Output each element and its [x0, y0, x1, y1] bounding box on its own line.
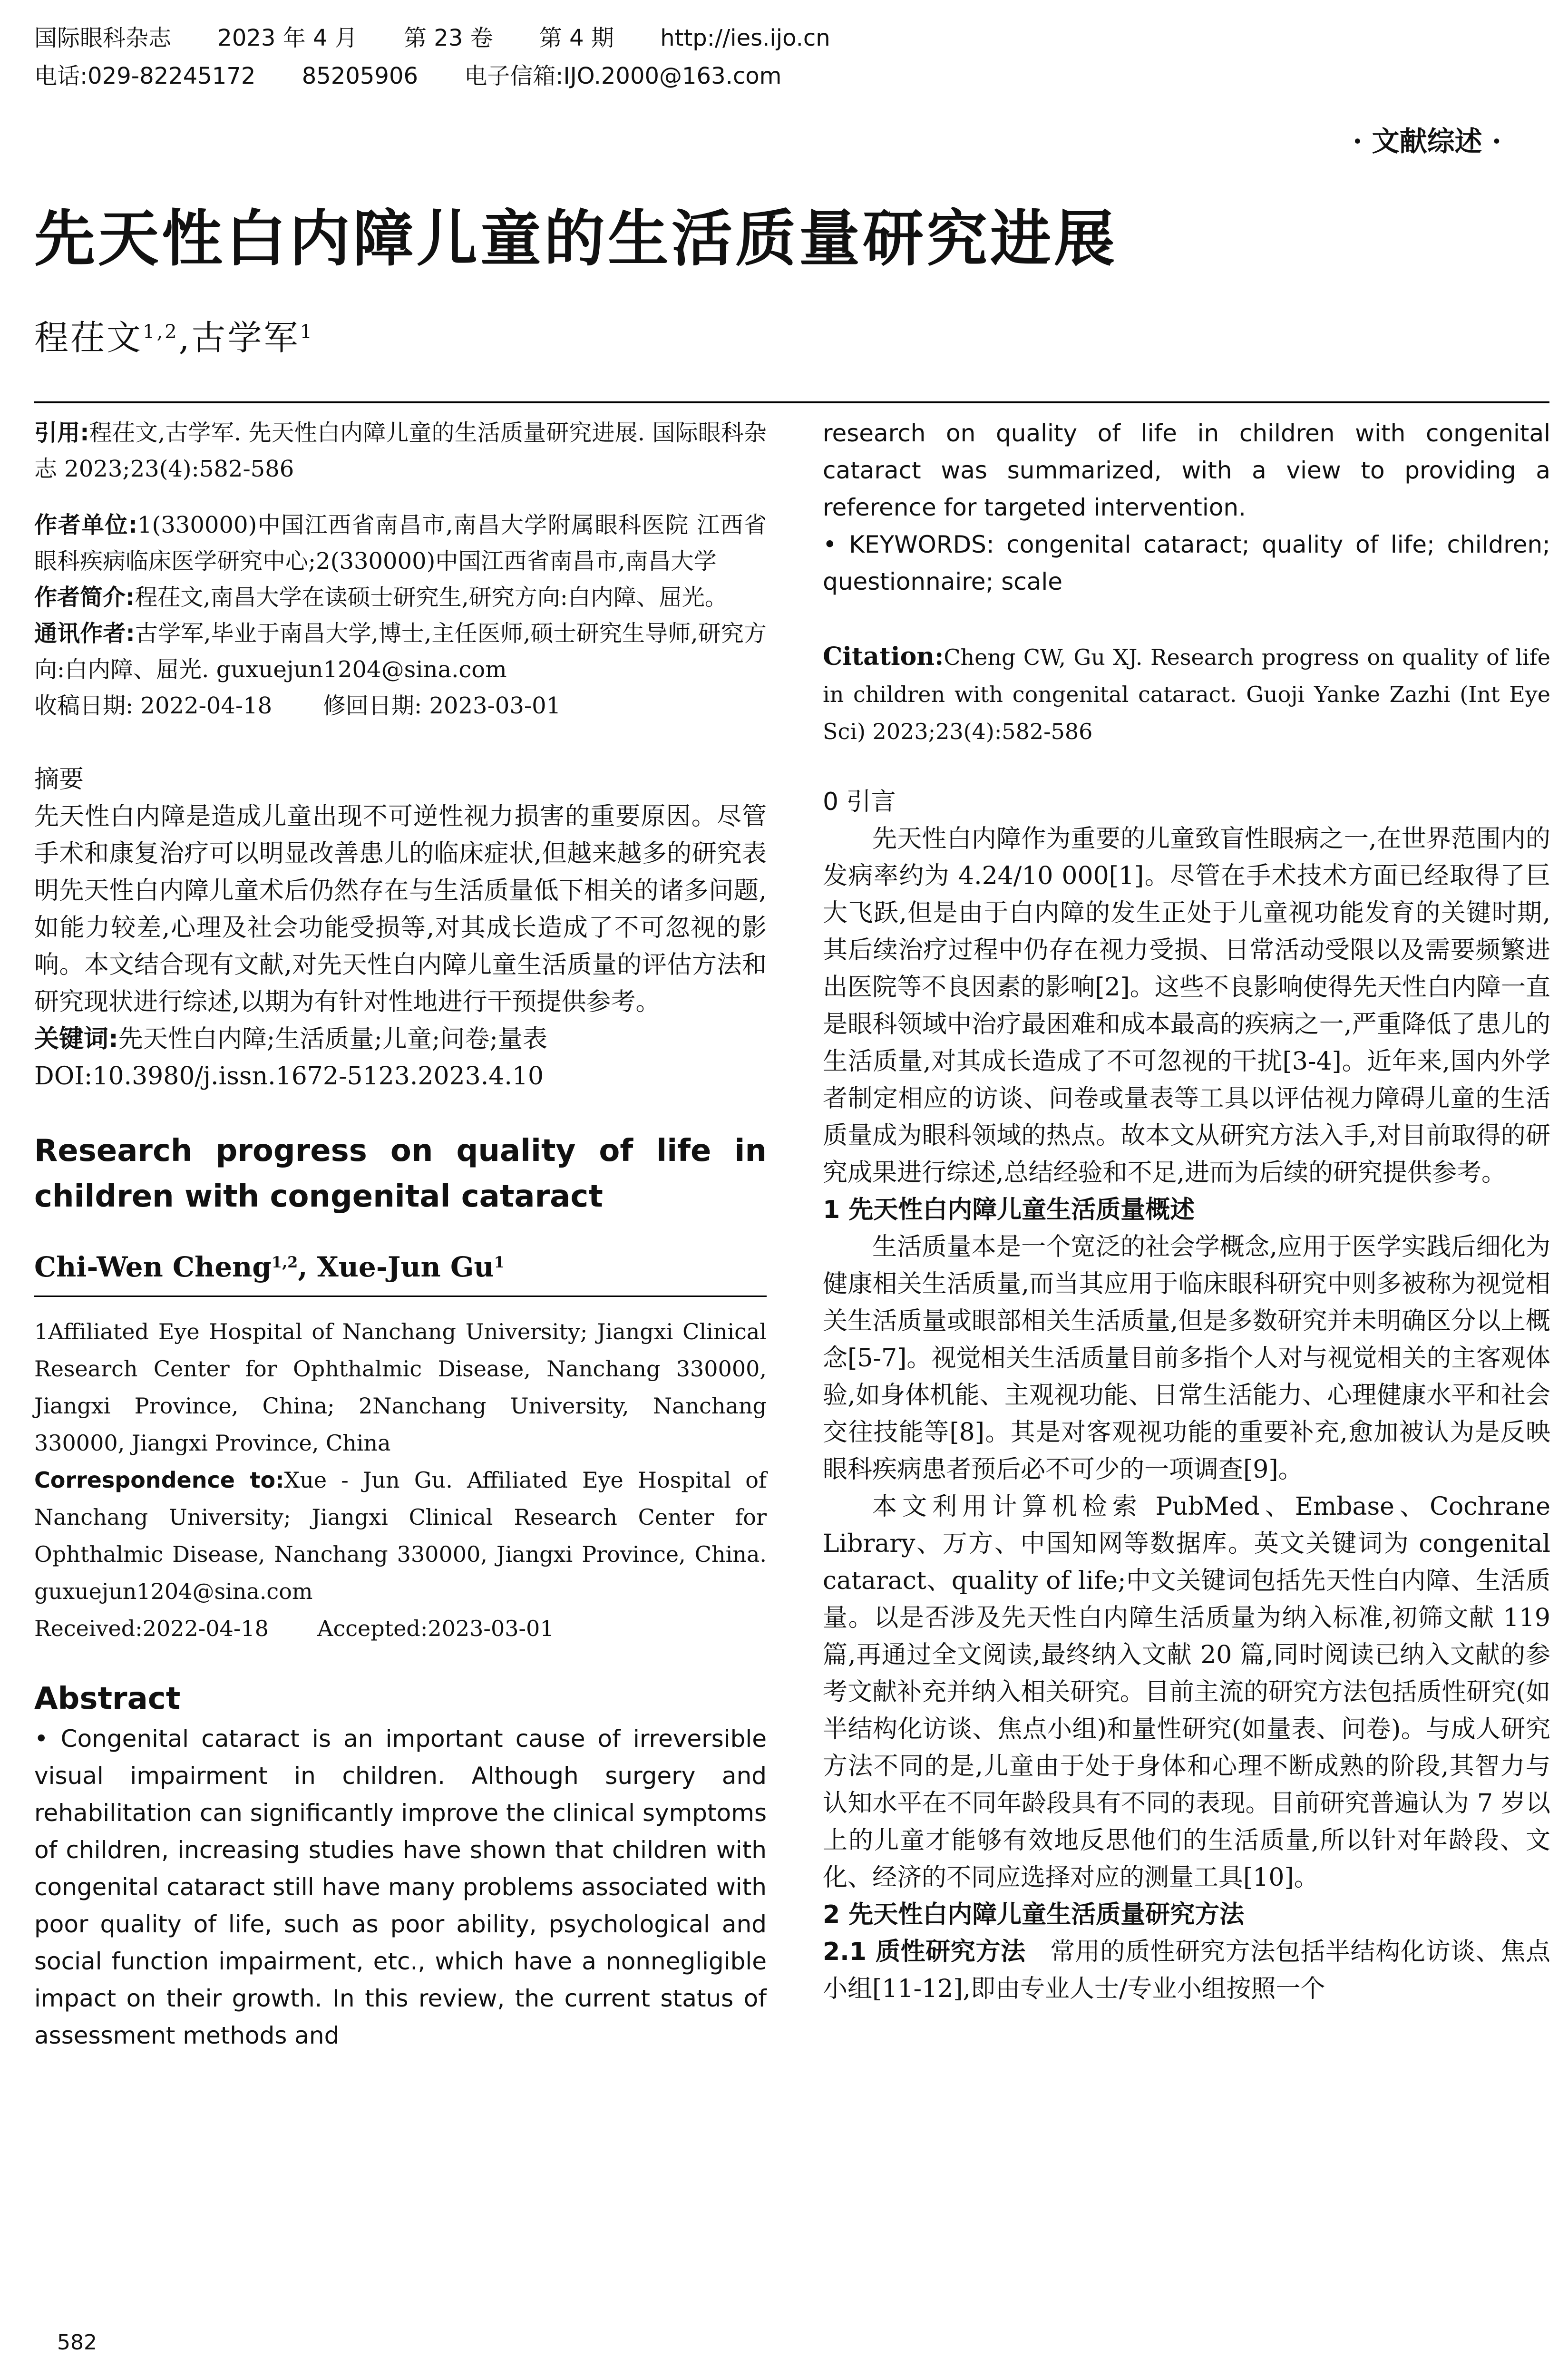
- journal-header-line1: [34, 23, 869, 53]
- author-en-1-affil: 1,2: [271, 1253, 298, 1271]
- corresponding-author: [34, 615, 767, 688]
- page-number: 582: [57, 2330, 97, 2355]
- abstract-cn-heading: 摘要: [34, 765, 84, 794]
- author-intro: [34, 579, 767, 615]
- author-units: [34, 507, 767, 579]
- abstract-en-heading: Abstract: [34, 1681, 181, 1716]
- volume: 第 23 卷: [404, 25, 493, 51]
- section-2-1-text: 常用的质性研究方法包括半结构化访谈、焦点小组[11-12],即由专业人士/专业小组按照一个: [823, 1938, 1550, 2003]
- author-en-1: Chi-Wen Cheng: [34, 1251, 272, 1283]
- unit-text: 1(330000)中国江西省南昌市,南昌大学附属眼科医院 江西省眼科疾病临床医学研究中心;2(330000)中国江西省南昌市,南昌大学: [34, 512, 767, 575]
- intro-text: 程茌文,南昌大学在读硕士研究生,研究方向:白内障、屈光。: [135, 584, 728, 611]
- corr-label: 通讯作者:: [34, 620, 135, 647]
- received-cn: 收稿日期: 2022-04-18: [34, 692, 273, 719]
- intro-label: 作者简介:: [34, 584, 135, 611]
- column-tag: · 文献综述 ·: [1353, 125, 1501, 157]
- journal-name: 国际眼科杂志: [34, 25, 172, 51]
- section-2-1: [823, 1933, 1550, 2007]
- right-column: [823, 415, 1550, 2007]
- bullet-icon: •: [34, 1725, 61, 1753]
- unit-label: 作者单位:: [34, 512, 137, 538]
- left-column: [34, 415, 767, 2054]
- english-title: Research progress on quality of life in children with congenital cataract: [34, 1133, 767, 1214]
- author-2-affil: 1: [300, 321, 314, 343]
- affiliations-en: 1Affiliated Eye Hospital of Nanchang University; Jiangxi Clinical Research Center for Ophthalmic Disease, Nanchang 330000, Jiangxi Province, China; 2Nanchang University, Nanchang 330000, Jiangxi Province, China: [34, 1319, 767, 1456]
- keywords-cn: [34, 1021, 767, 1058]
- abstract-en-text: Congenital cataract is an important cause of irreversible visual impairment in children. Although surgery and rehabilitation can significantly improve the clinical symptoms of children, increasing studies have shown that children with congenital cataract still have many problems associated with poor quality of life, such as poor ability, psychological and social function impairment, etc., which have a nonnegligible impact on their growth. In this review, the current status of assessment methods and: [34, 1725, 767, 2049]
- section-0-heading: 0 引言: [823, 788, 896, 816]
- keywords-en-label: KEYWORDS:: [849, 531, 994, 558]
- keywords-en: [823, 526, 1550, 600]
- author-en-sep: ,: [298, 1251, 317, 1283]
- author-2: 古学军: [191, 318, 300, 358]
- author-en-2-affil: 1: [494, 1253, 505, 1271]
- received-en: Received:2022-04-18: [34, 1616, 269, 1641]
- phone-2: 85205906: [302, 63, 419, 89]
- correspondence-text: Xue - Jun Gu. Affiliated Eye Hospital of Nanchang University; Jiangxi Clinical Research Center for Ophthalmic Disease, Nanchang 330000, Jiangxi Province, China. guxuejun1204@sina.com: [34, 1467, 767, 1604]
- citation-en-label: Citation:: [823, 642, 944, 671]
- author-en-2: Xue-Jun Gu: [317, 1251, 494, 1283]
- section-2-1-heading: 2.1 质性研究方法: [823, 1938, 1026, 1966]
- correspondence-en: [34, 1461, 767, 1610]
- journal-header-line2: [34, 61, 820, 91]
- section-2-heading: 2 先天性白内障儿童生活质量研究方法: [823, 1900, 1245, 1929]
- citation-text: 程茌文,古学军. 先天性白内障儿童的生活质量研究进展. 国际眼科杂志 2023;23(4):582-586: [34, 419, 767, 482]
- section-0-text: 先天性白内障作为重要的儿童致盲性眼病之一,在世界范围内的发病率约为 4.24/10 000[1]。尽管在手术技术方面已经取得了巨大飞跃,但是由于白内障的发生正处于儿童视功能发育的关键时期,其后续治疗过程中仍存在视力受损、日常活动受限以及需要频繁进出医院等不良因素的影响[2]。这些不良影响使得先天性白内障一直是眼科领域中治疗最困难和成本最高的疾病之一,严重降低了患儿的生活质量,对其成长造成了不可忽视的干扰[3-4]。近年来,国内外学者制定相应的访谈、问卷或量表等工具以评估视力障碍儿童的生活质量成为眼科领域的热点。故本文从研究方法入手,对目前取得的研究成果进行综述,总结经验和不足,进而为后续的研究提供参考。: [823, 825, 1550, 1187]
- citation-en-text: Cheng CW, Gu XJ. Research progress on quality of life in children with congenital cataract. Guoji Yanke Zazhi (Int Eye Sci) 2023;23(4):582-586: [823, 644, 1550, 744]
- dates-cn: [34, 688, 767, 724]
- journal-url: http://ies.ijo.cn: [660, 25, 830, 51]
- author-1-affil: 1,2: [143, 321, 179, 343]
- author-sep: ,: [178, 318, 192, 358]
- bullet-icon: •: [823, 531, 849, 558]
- dates-en: [34, 1610, 767, 1647]
- article-title: 先天性白内障儿童的生活质量研究进展: [34, 204, 1118, 274]
- section-1-para-2: 本文利用计算机检索 PubMed、Embase、Cochrane Library、万方、中国知网等数据库。英文关键词为 congenital cataract、quality of life;中文关键词包括先天性白内障、生活质量。以是否涉及先天性白内障生活质量为纳入标准,初筛文献 119 篇,再通过全文阅读,最终纳入文献 20 篇,同时阅读已纳入文献的参考文献补充并纳入相关研究。目前主流的研究方法包括质性研究(如半结构化访谈、焦点小组)和量性研究(如量表、问卷)。与成人研究方法不同的是,儿童由于处于身体和心理不断成熟的阶段,其智力与认知水平在不同年龄段具有不同的表现。目前研究普遍认为 7 岁以上的儿童才能够有效地反思他们的生活质量,所以针对年龄段、文化、经济的不同应选择对应的测量工具[10]。: [823, 1492, 1550, 1892]
- abstract-en: [34, 1720, 767, 2054]
- corr-text: 古学军,毕业于南昌大学,博士,主任医师,硕士研究生导师,研究方向:白内障、屈光. guxuejun1204@sina.com: [34, 620, 767, 683]
- correspondence-label: Correspondence to:: [34, 1467, 284, 1493]
- section-1-heading: 1 先天性白内障儿童生活质量概述: [823, 1196, 1195, 1224]
- email: 电子信箱:IJO.2000@163.com: [464, 63, 782, 89]
- citation-en: [823, 638, 1550, 750]
- issue: 第 4 期: [539, 25, 614, 51]
- doi: DOI:10.3980/j.issn.1672-5123.2023.4.10: [34, 1062, 544, 1091]
- citation-label: 引用:: [34, 419, 89, 446]
- keywords-label: 关键词:: [34, 1025, 118, 1053]
- authors-cn: [34, 314, 314, 361]
- section-1-para-1: 生活质量本是一个宽泛的社会学概念,应用于医学实践后细化为健康相关生活质量,而当其应用于临床眼科研究中则多被称为视觉相关生活质量或眼部相关生活质量,但是多数研究并未明确区分以上概念[5-7]。视觉相关生活质量目前多指个人对与视觉相关的主客观体验,如身体机能、主观视功能、日常生活能力、心理健康水平和社会交往技能等[8]。其是对客观视功能的重要补充,愈加被认为是反映眼科疾病患者预后必不可少的一项调查[9]。: [823, 1233, 1550, 1484]
- accepted-cn: 修回日期: 2023-03-01: [323, 692, 561, 719]
- accepted-en: Accepted:2023-03-01: [317, 1616, 554, 1641]
- author-1: 程茌文: [34, 318, 143, 358]
- abstract-cn: 先天性白内障是造成儿童出现不可逆性视力损害的重要原因。尽管手术和康复治疗可以明显改善患儿的临床症状,但越来越多的研究表明先天性白内障儿童术后仍然存在与生活质量低下相关的诸多问题,如能力较差,心理及社会功能受损等,对其成长造成了不可忽视的影响。本文结合现有文献,对先天性白内障儿童生活质量的评估方法和研究现状进行综述,以期为有针对性地进行干预提供参考。: [34, 802, 767, 1016]
- issue-date: 2023 年 4 月: [217, 25, 358, 51]
- abstract-en-continued: research on quality of life in children with congenital cataract was summarized, with a view to providing a reference for targeted intervention.: [823, 419, 1550, 521]
- title-divider: [34, 401, 1549, 403]
- keywords-en-text: congenital cataract; quality of life; children; questionnaire; scale: [823, 531, 1550, 595]
- citation-cn: [34, 415, 767, 487]
- authors-en: [34, 1248, 767, 1286]
- keywords-text: 先天性白内障;生活质量;儿童;问卷;量表: [118, 1025, 547, 1053]
- phone: 电话:029-82245172: [34, 63, 256, 89]
